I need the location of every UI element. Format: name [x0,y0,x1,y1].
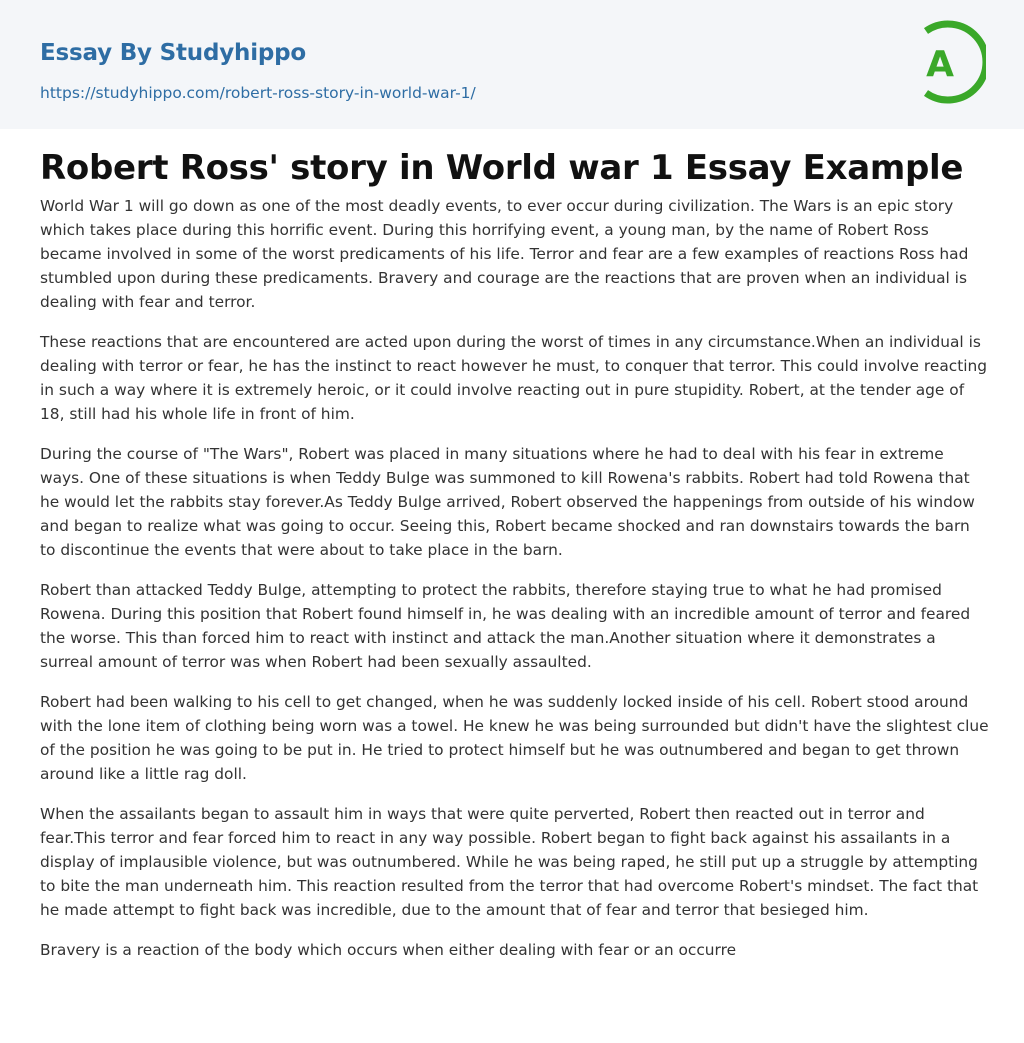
paragraph: World War 1 will go down as one of the most deadly events, to ever occur during civilization. The Wars is an epic story which takes place during this horrific event. During this horrifying event, a young man, by the name of Robert Ross became involved in some of the worst predicaments of his life. Terror and fear are a few examples of reactions Ross had stumbled upon during these predicaments. Bravery and courage are the reactions that are proven when an individual is dealing with fear and terror. [40,197,969,311]
page-title: Robert Ross' story in World war 1 Essay Example [40,148,964,188]
article-body [40,194,990,978]
logo-letter: A [926,44,954,85]
article-url-link[interactable]: https://studyhippo.com/robert-ross-story-in-world-war-1/ [40,84,476,102]
paragraph: When the assailants began to assault him in ways that were quite perverted, Robert then reacted out in terror and fear.This terror and fear forced him to react in any way possible. Robert began to fight back against his assailants in a display of implausible violence, but was outnumbered. While he was being raped, he still put up a struggle by attempting to bite the man underneath him. This reaction resulted from the terror that had overcome Robert's mindset. The fact that he made attempt to fight back was incredible, due to the amount that of fear and terror that besieged him. [40,805,979,919]
site-header [0,0,1024,129]
paragraph: Bravery is a reaction of the body which occurs when either dealing with fear or an occurre [40,941,737,959]
letter-a-logo-icon[interactable] [912,19,986,105]
paragraph: These reactions that are encountered are acted upon during the worst of times in any circumstance.When an individual is dealing with terror or fear, he has the instinct to react however he must, to conquer that terror. This could involve reacting in such a way where it is extremely heroic, or it could involve reacting out in pure stupidity. Robert, at the tender age of 18, still had his whole life in front of him. [40,333,988,423]
paragraph: During the course of "The Wars", Robert was placed in many situations where he had to deal with his fear in extreme ways. One of these situations is when Teddy Bulge was summoned to kill Rowena's rabbits. Robert had told Rowena that he would let the rabbits stay forever.As Teddy Bulge arrived, Robert observed the happenings from outside of his window and began to realize what was going to occur. Seeing this, Robert became shocked and ran downstairs towards the barn to discontinue the events that were about to take place in the barn. [40,445,975,559]
paragraph: Robert than attacked Teddy Bulge, attempting to protect the rabbits, therefore staying true to what he had promised Rowena. During this position that Robert found himself in, he was dealing with an incredible amount of terror and feared the worse. This than forced him to react with instinct and attack the man.Another situation where it demonstrates a surreal amount of terror was when Robert had been sexually assaulted. [40,581,971,671]
paragraph: Robert had been walking to his cell to get changed, when he was suddenly locked inside of his cell. Robert stood around with the lone item of clothing being worn was a towel. He knew he was being surrounded but didn't have the slightest clue of the position he was going to be put in. He tried to protect himself but he was outnumbered and began to get thrown around like a little rag doll. [40,693,989,783]
site-title[interactable]: Essay By Studyhippo [40,40,307,66]
